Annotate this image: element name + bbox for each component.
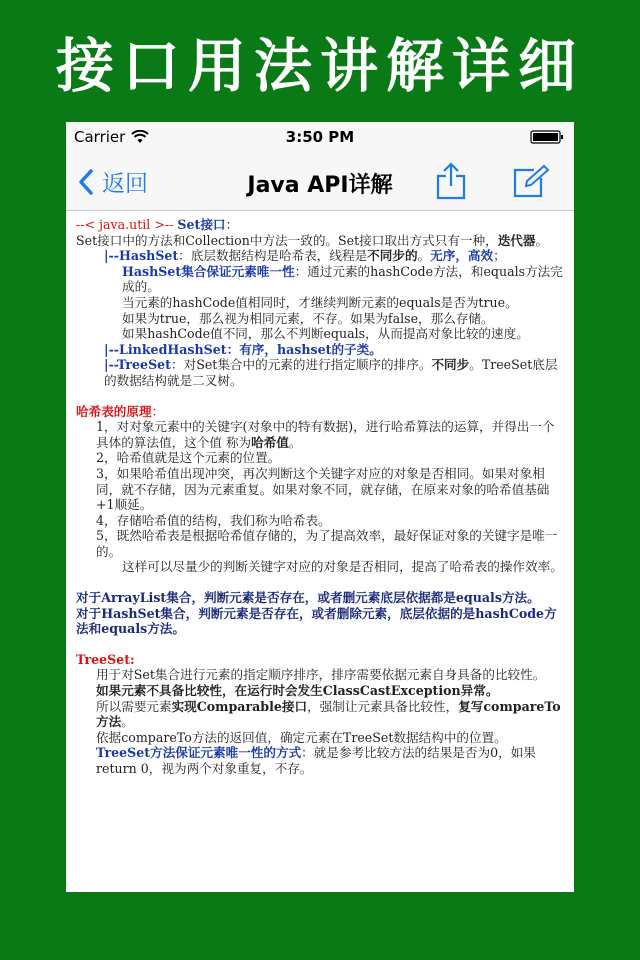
hashset-label: |--HashSet <box>104 248 179 264</box>
text-blue: 无序，高效 <box>430 248 494 264</box>
promo-banner-title: 接口用法讲解详细 <box>55 32 584 100</box>
battery-icon <box>530 130 564 144</box>
treeset-point-4: 依据compareTo方法的返回值，确定元素在TreeSet数据结构中的位置。 <box>96 729 507 745</box>
treeset-point-3 <box>76 699 564 730</box>
hashset-line <box>76 248 564 264</box>
hashset-note: 对于HashSet集合，判断元素是否存在，或者删除元素，底层依据的是hashCode方法和equals方法。 <box>76 605 557 637</box>
treeset-label: |--TreeSet <box>104 357 171 373</box>
treeset-point-1: 用于对Set集合进行元素的指定顺序排序，排序需要依据元素自身具备的比较性。 <box>96 667 546 683</box>
text-bold: 迭代器 <box>497 232 536 248</box>
hashset-unique-line <box>76 264 564 295</box>
hash-point-1 <box>76 419 564 450</box>
text: ，强制让元素具备比较性， <box>307 698 459 714</box>
hash-title-line <box>76 404 564 420</box>
hash-point-4: 4，存储哈希值的结构，我们称为哈希表。 <box>96 512 331 528</box>
text: 。 <box>535 232 549 248</box>
status-bar <box>66 122 574 152</box>
phone-screen <box>66 122 574 892</box>
hash-point-3: 3，如果哈希值出现冲突，再次判断这个关键字对应的对象是否相同。如果对象相同，就不存储，因为元素重复。如果对象不同，就存储，在原来对象的哈希值基础 +1顺延。 <box>96 465 550 513</box>
linkedhashset-label: |--LinkedHashSet <box>104 341 227 357</box>
hash-point-5: 5，既然哈希表是根据哈希值存储的，为了提高效率，最好保证对象的关键字是唯一的。 <box>96 528 558 559</box>
treeset-point-2: 如果元素不具备比较性，在运行时会发生ClassCastException异常。 <box>96 683 499 699</box>
arraylist-note: 对于ArrayList集合，判断元素是否存在，或者删元素底层依据都是equals方法。 <box>76 590 540 606</box>
carrier-label: Carrier <box>74 128 126 146</box>
text-blue: TreeSet方法保证元素唯一性的方式 <box>96 745 302 761</box>
paragraph: 当元素的hashCode值相同时，才继续判断元素的equals是否为true。 <box>122 294 518 310</box>
status-time: 3:50 PM <box>285 128 355 146</box>
text-bold: 哈希值 <box>251 434 289 450</box>
set-heading <box>76 217 564 233</box>
back-label: 返回 <box>102 171 148 197</box>
hashset-unique-label: HashSet集合保证元素唯一性 <box>122 263 295 279</box>
text: ：对Set集合中的元素的进行指定顺序的排序。 <box>171 357 432 373</box>
text-bold: 实现Comparable接口 <box>171 698 308 714</box>
linkedhashset-line <box>76 342 564 358</box>
colon: ： <box>151 403 165 419</box>
compose-icon[interactable] <box>512 164 550 198</box>
text: 1，对对象元素中的关键字(对象中的特有数据)，进行哈希算法的运算，并得出一个具体的算法值，这个值 称为 <box>96 419 555 450</box>
set-intro <box>76 233 564 249</box>
text: ：就是参考比较方法的结果是否为0，如果return 0，视为两个对象重复，不存。 <box>96 745 536 776</box>
text: ； <box>493 248 506 264</box>
text: 。 <box>288 434 302 450</box>
hash-point-2: 2，哈希值就是这个元素的位置。 <box>96 450 281 466</box>
article-content <box>66 211 574 777</box>
text: ：底层数据结构是哈希表，线程是 <box>178 248 368 264</box>
nav-title: Java API详解 <box>247 173 393 198</box>
paragraph: 如果hashCode值不同，那么不判断equals，从而提高对象比较的速度。 <box>122 326 529 342</box>
set-title: Set接口 <box>177 217 226 232</box>
text-blue: ：有序，hashset的子类。 <box>226 341 382 357</box>
text: Set接口中的方法和Collection中方法一致的。Set接口取出方式只有一种， <box>76 232 498 248</box>
treeset-line <box>76 357 564 388</box>
treeset-title: TreeSet: <box>76 651 135 667</box>
treeset-point-5 <box>76 745 564 776</box>
text-bold: 不同步 <box>431 357 470 373</box>
colon: ： <box>225 217 239 232</box>
text: 。 <box>417 248 431 264</box>
hash-point-6: 这样可以尽量少的判断关键字对应的对象是否相同，提高了哈希表的操作效率。 <box>122 559 563 575</box>
text: 。 <box>121 714 134 730</box>
text-bold: 不同步的 <box>367 248 418 264</box>
navigation-bar <box>66 152 574 211</box>
hash-title: 哈希表的原理 <box>76 403 152 419</box>
share-icon[interactable] <box>434 162 468 200</box>
text-bold: 复写compareTo方法 <box>96 698 561 730</box>
text: ：通过元素的hashCode方法，和equals方法完成的。 <box>122 263 563 295</box>
text: 所以需要元素 <box>96 698 172 714</box>
package-label: --< java.util >-- <box>76 217 178 232</box>
paragraph: 如果为true，那么视为相同元素，不存。如果为false，那么存储。 <box>122 310 494 326</box>
text: 。TreeSet底层的数据结构就是二叉树。 <box>104 357 558 388</box>
